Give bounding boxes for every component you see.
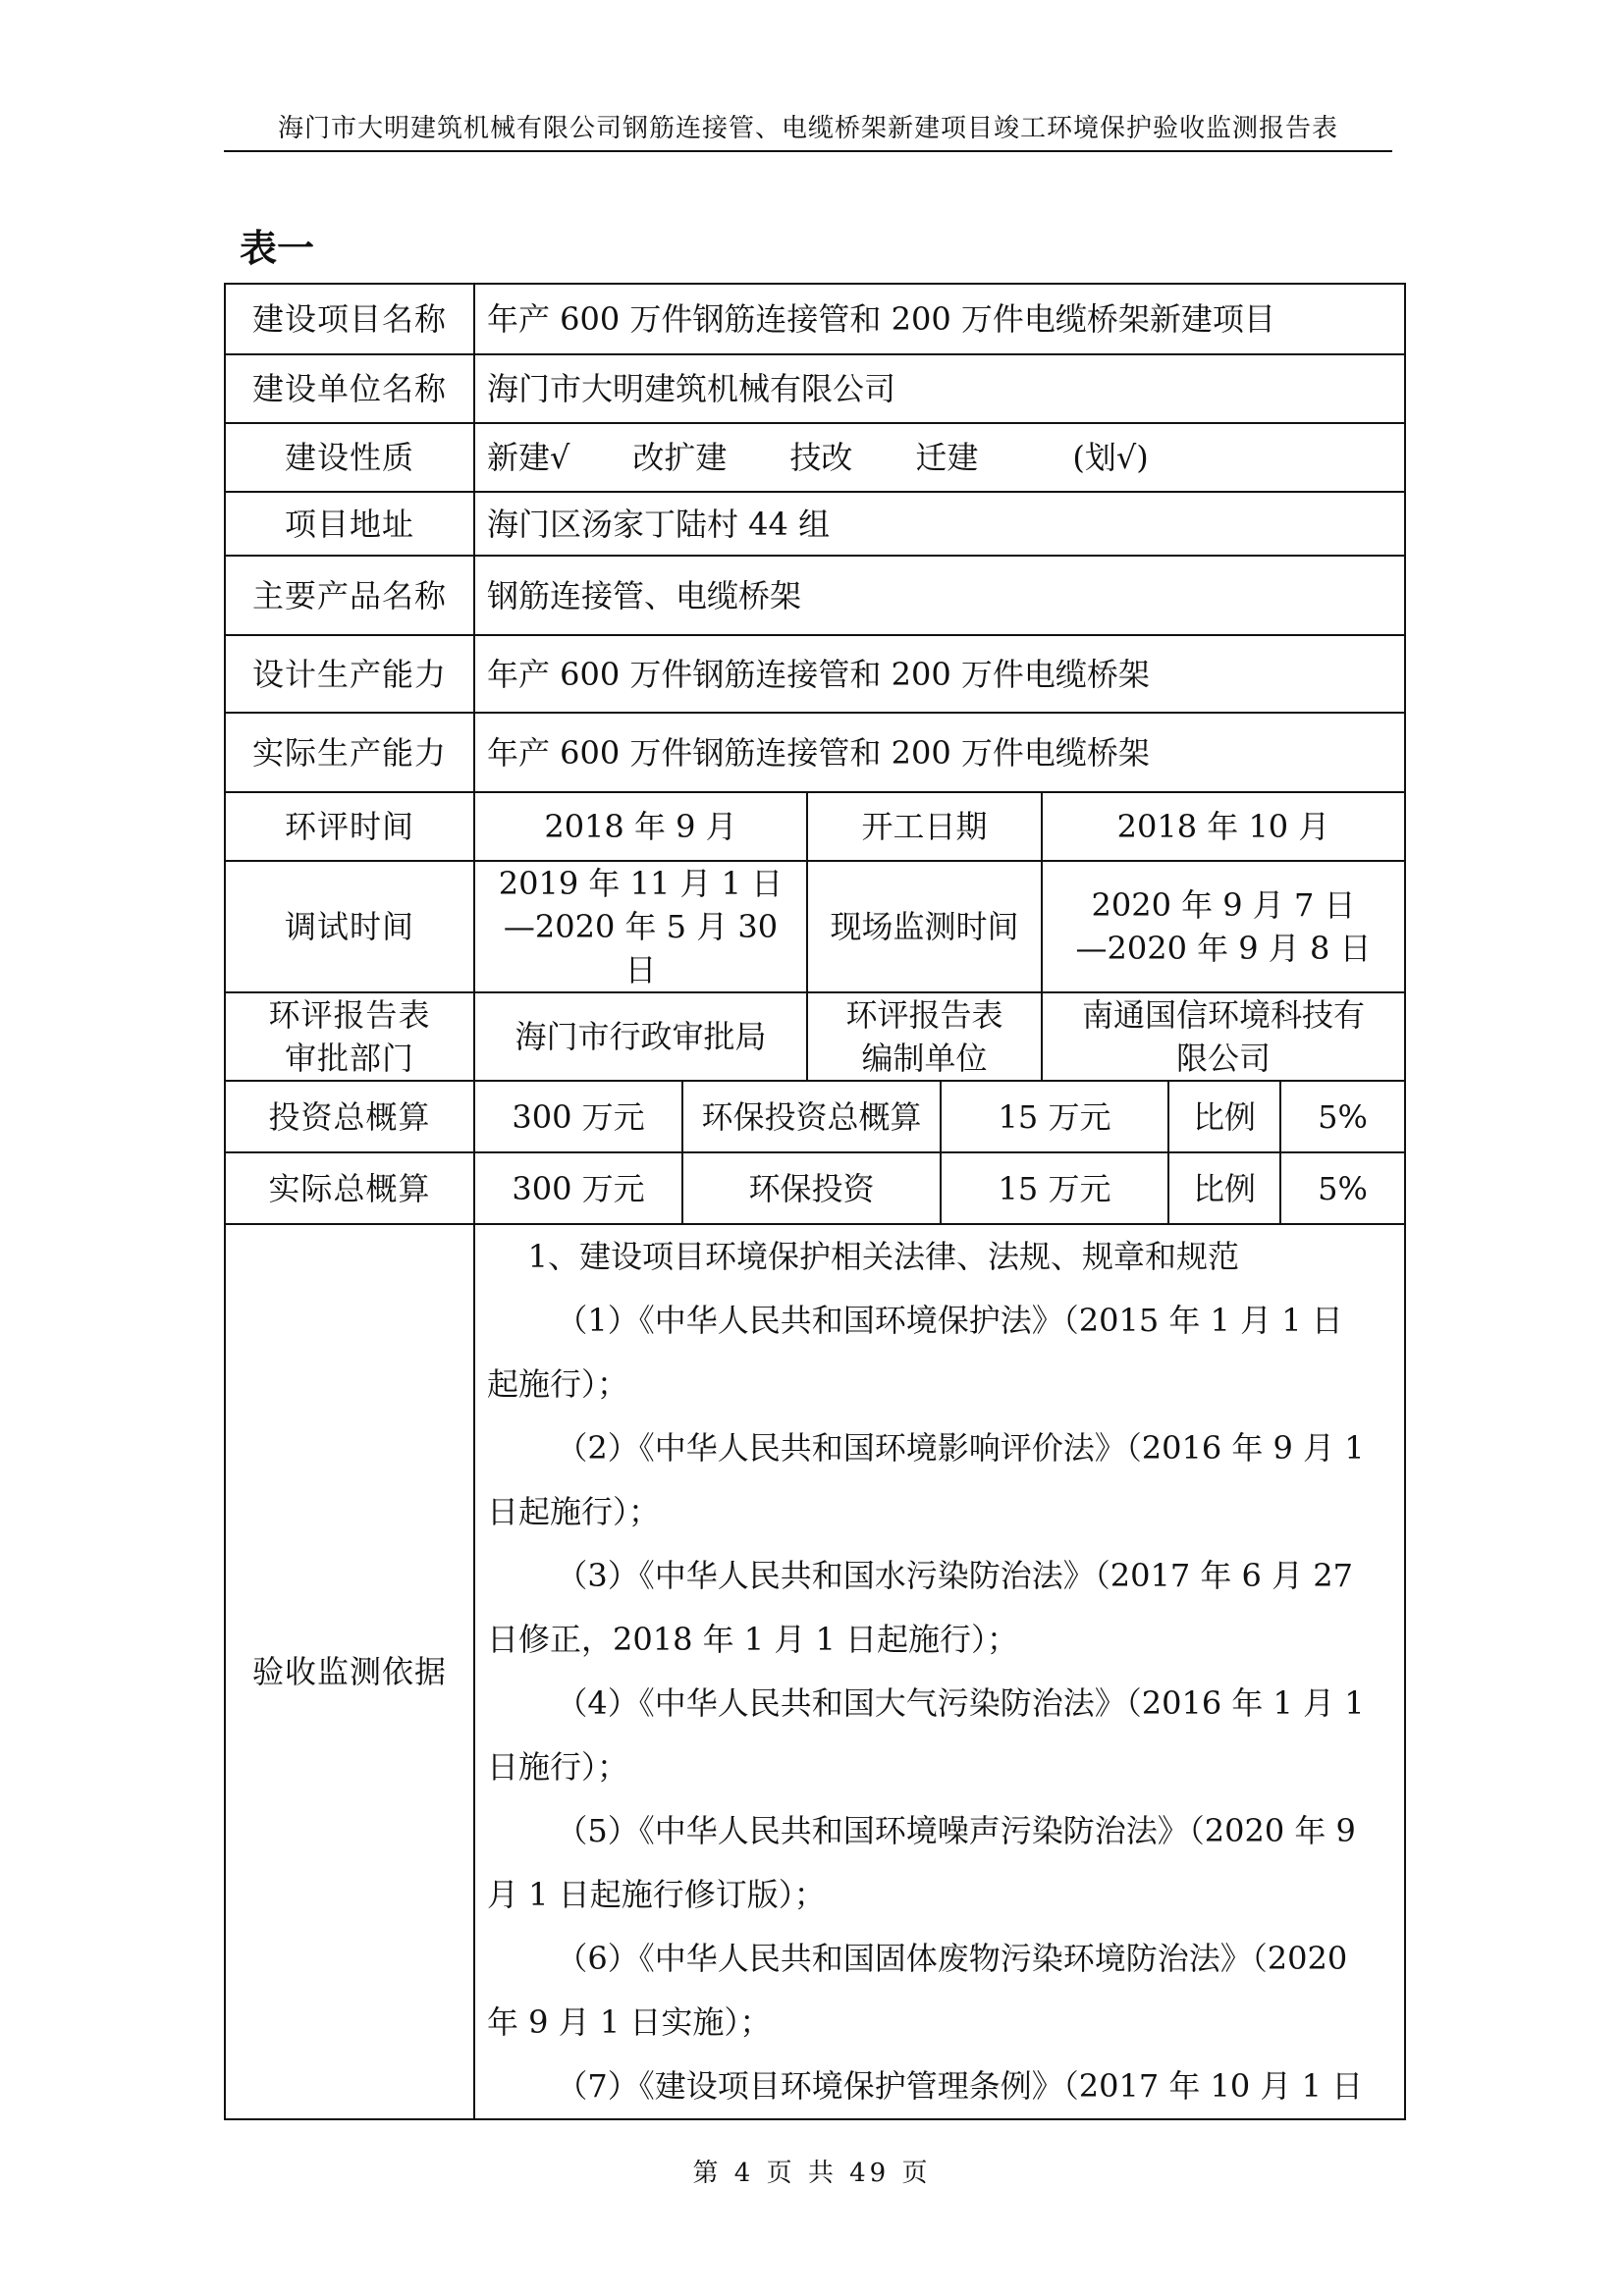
table-row: [225, 713, 1405, 792]
basis-line: 日施行）；: [487, 1748, 629, 1786]
table-row: [225, 792, 1405, 861]
actual-capacity-label: 实际生产能力: [225, 713, 474, 792]
unit-name: 海门市大明建筑机械有限公司: [474, 354, 1405, 423]
basis-line: 日起施行）；: [487, 1493, 661, 1530]
monitor-time: [1042, 861, 1405, 992]
table-row: [225, 423, 1405, 492]
page-number: 第 4 页 共 49 页: [692, 2159, 932, 2188]
basis-line: （2）《中华人民共和国环境影响评价法》（2016 年 9 月 1: [556, 1429, 1365, 1467]
basis-line: 日修正，2018 年 1 月 1 日起施行）；: [487, 1621, 1019, 1658]
table-row: [225, 556, 1405, 635]
table-row: [225, 861, 1405, 992]
basis-line: 起施行）；: [487, 1365, 629, 1403]
prep-unit-label-line1: 环评报告表: [845, 996, 1003, 1034]
table-row: [225, 992, 1405, 1081]
ratio: 5%: [1280, 1081, 1405, 1152]
actual-env-invest: 15 万元: [941, 1152, 1168, 1224]
table-row: [225, 635, 1405, 713]
prep-unit-line1: 南通国信环境科技有: [1082, 996, 1366, 1034]
approval-dept-label: [225, 992, 474, 1081]
prep-unit-label: [807, 992, 1042, 1081]
table-row: [225, 1081, 1405, 1152]
project-name: 年产 600 万件钢筋连接管和 200 万件电缆桥架新建项目: [474, 284, 1405, 354]
actual-capacity: 年产 600 万件钢筋连接管和 200 万件电缆桥架: [474, 713, 1405, 792]
monitor-time-end: —2020 年 9 月 8 日: [1075, 930, 1372, 967]
products: 钢筋连接管、电缆桥架: [474, 556, 1405, 635]
design-capacity-label: 设计生产能力: [225, 635, 474, 713]
eia-time: 2018 年 9 月: [474, 792, 807, 861]
approval-dept-label-line1: 环评报告表: [268, 996, 431, 1034]
eia-time-label: 环评时间: [225, 792, 474, 861]
address-label: 项目地址: [225, 492, 474, 556]
actual-invest: 300 万元: [474, 1152, 682, 1224]
prep-unit-line2: 限公司: [1176, 1040, 1272, 1077]
monitor-time-label: 现场监测时间: [807, 861, 1042, 992]
approval-dept: 海门市行政审批局: [474, 992, 807, 1081]
table-row: [225, 354, 1405, 423]
basis-text: [487, 1225, 1392, 2118]
project-info-table: [224, 283, 1406, 2120]
project-name-label: 建设项目名称: [225, 284, 474, 354]
basis-line: 年 9 月 1 日实施）；: [487, 2003, 772, 2041]
basis-line: （3）《中华人民共和国水污染防治法》（2017 年 6 月 27: [556, 1557, 1353, 1594]
invest: 300 万元: [474, 1081, 682, 1152]
design-capacity: 年产 600 万件钢筋连接管和 200 万件电缆桥架: [474, 635, 1405, 713]
monitor-time-start: 2020 年 9 月 7 日: [1091, 886, 1356, 924]
address: 海门区汤家丁陆村 44 组: [474, 492, 1405, 556]
actual-ratio-label: 比例: [1168, 1152, 1280, 1224]
nature: 新建√ 改扩建 技改 迁建 (划√): [474, 423, 1405, 492]
debug-time-end: —2020 年 5 月 30 日: [503, 908, 779, 988]
env-invest-label: 环保投资总概算: [682, 1081, 941, 1152]
table-row: [225, 1224, 1405, 2119]
debug-time: [474, 861, 807, 992]
products-label: 主要产品名称: [225, 556, 474, 635]
basis-line: （7）《建设项目环境保护管理条例》（2017 年 10 月 1 日: [556, 2067, 1364, 2105]
start-date: 2018 年 10 月: [1042, 792, 1405, 861]
debug-time-label: 调试时间: [225, 861, 474, 992]
document-header: 海门市大明建筑机械有限公司钢筋连接管、电缆桥架新建项目竣工环境保护验收监测报告表: [224, 108, 1392, 152]
table-row: [225, 492, 1405, 556]
basis-line: （1）《中华人民共和国环境保护法》（2015 年 1 月 1 日: [556, 1302, 1343, 1339]
prep-unit-label-line2: 编制单位: [861, 1040, 988, 1077]
basis-line: 月 1 日起施行修订版）；: [487, 1876, 826, 1913]
actual-env-invest-label: 环保投资: [682, 1152, 941, 1224]
start-date-label: 开工日期: [807, 792, 1042, 861]
basis-line: （6）《中华人民共和国固体废物污染环境防治法》（2020: [556, 1940, 1348, 1977]
actual-invest-label: 实际总概算: [225, 1152, 474, 1224]
nature-label: 建设性质: [225, 423, 474, 492]
env-invest: 15 万元: [941, 1081, 1168, 1152]
section-title: 表一: [240, 227, 315, 270]
table-row: [225, 284, 1405, 354]
prep-unit: [1042, 992, 1405, 1081]
unit-name-label: 建设单位名称: [225, 354, 474, 423]
approval-dept-label-line2: 审批部门: [284, 1040, 414, 1077]
basis-line: （4）《中华人民共和国大气污染防治法》（2016 年 1 月 1: [556, 1684, 1365, 1722]
invest-label: 投资总概算: [225, 1081, 474, 1152]
table-row: [225, 1152, 1405, 1224]
basis-line: （5）《中华人民共和国环境噪声污染防治法》（2020 年 9: [556, 1812, 1356, 1849]
actual-ratio: 5%: [1280, 1152, 1405, 1224]
basis-label: 验收监测依据: [225, 1224, 474, 2119]
debug-time-start: 2019 年 11 月 1 日: [498, 865, 784, 902]
ratio-label: 比例: [1168, 1081, 1280, 1152]
basis-heading: 1、建设项目环境保护相关法律、法规、规章和规范: [527, 1238, 1239, 1275]
basis-content: [474, 1224, 1405, 2119]
